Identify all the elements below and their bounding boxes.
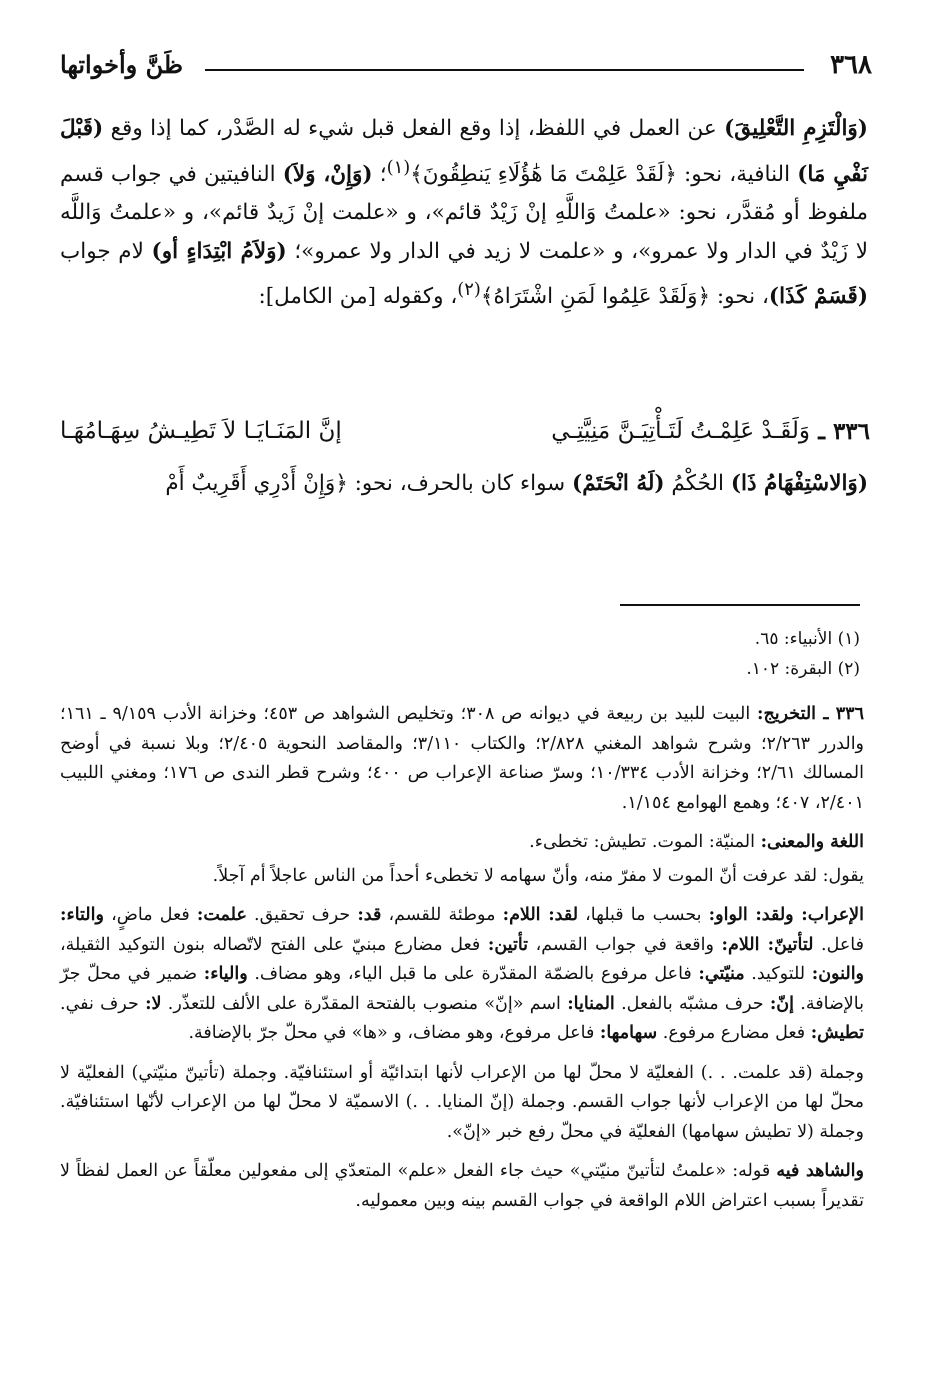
poetry-verse <box>60 418 870 462</box>
footnote-1: (١) الأنبياء: ٦٥. <box>754 629 860 649</box>
takhrij-section: ٣٣٦ ـ التخريج: البيت للبيد بن ربيعة في ديوانه ص ٣٠٨؛ وتخليص الشواهد ص ٤٥٣؛ وخزانة الأدب ٩/١٥٩ ـ ١٦١؛ والدرر ٢/٢٦٣؛ وشرح شواهد المغني ٢/٨٢٨؛ والكتاب ٣/١١٠؛ والمقاصد النحوية ٢/٤٠٥؛ وبلا نسبة في أوضح المسالك ٢/٦١؛ وخزانة الأدب ١٠/٣٣٤؛ وسرّ صناعة الإعراب ص ٤٠٠؛ وشرح قطر الندى ص ١٧٦؛ ومغني اللبيب ٢/٤٠١، ٤٠٧؛ وهمع الهوامع ١/١٥٤. <box>60 704 865 813</box>
jumal-section: وجملة (قد علمت. . .) الفعليّة لا محلّ لها من الإعراب لأنها ابتدائيّة أو استئنافيّة. وجملة (تأتينّ منيّتي) الفعليّة لا محلّ لها من الإعراب لأنها جواب القسم. وجملة (إنّ المنايا. . .) الاسميّة لا محلّ لها من الإعراب لأنّها استئنافيّة. وجملة (لا تطيش سهامها) الفعليّة في محلّ رفع خبر «إنّ». <box>60 1062 864 1142</box>
page-header <box>60 50 872 90</box>
commentary <box>60 700 864 1226</box>
verse-second-hemistich: إنَّ المَنَـايَـا لاَ تَطِيـشُ سِهَـامُهَـا <box>60 418 342 444</box>
footnote-2: (٢) البقرة: ١٠٢. <box>746 659 860 679</box>
main-text <box>60 110 868 317</box>
main-text-continued: (وَالاسْتِفْهَامُ ذَا) الحُكْمُ (لَهُ انْحَتَمْ) سواء كان بالحرف، نحو: ﴿وَإِنْ أَدْرِي أَقَرِيبٌ أَمْ <box>165 471 868 496</box>
running-title: ظَنَّ وأخواتها <box>60 50 183 79</box>
verse-number: ٣٣٦ ـ <box>818 418 870 445</box>
meaning-section: يقول: لقد عرفت أنّ الموت لا مفرّ منه، وأنّ سهامه لا تخطىء أحداً من الناس عاجلاً أم آجلاً. <box>212 865 864 886</box>
verse-first-hemistich: وَلَقَـدْ عَلِمْـتُ لَتَـأْتِيَـنَّ مَنِيَّتِـي <box>551 418 810 444</box>
footnote-separator <box>620 604 860 606</box>
shahid-section: والشاهد فيه قوله: «علمتُ لتأتينّ منيّتي» حيث جاء الفعل «علم» المتعدّي إلى مفعولين معلّقاً عن العمل لفظاً لا تقديراً بسبب اعتراض اللام الواقعة في جواب القسم بينه وبين معموليه. <box>60 1161 864 1211</box>
main-paragraph: (وَالْتَزِمِ التَّعْلِيقَ) عن العمل في اللفظ، إذا وقع الفعل قبل شيء له الصَّدْر، كما إذا وقع (قَبْلَ نَفْيِ مَا) النافية، نحو: ﴿لَقَدْ عَلِمْتَ مَا هَٰؤُلَاءِ يَنطِقُونَ﴾$^{(١)}$؛ (وَإِنْ، وَلاَ) النافيتين في جواب قسم ملفوظ أو مُقدَّر، نحو: «علمتُ وَاللَّهِ إنْ زَيْدٌ قائم»، و «علمت إنْ زَيدٌ قائم»، و «علمتُ وَاللَّه لا زَيْدٌ في الدار ولا عمرو»، و «علمت لا زيد في الدار ولا عمرو»؛ (وَلاَمُ ابْتِدَاءٍ أو) لام جواب (قَسَمْ كَذَا)، نحو: ﴿وَلَقَدْ عَلِمُوا لَمَنِ اشْتَرَاهُ﴾$^{(٢)}$، وكقوله [من الكامل]: <box>60 116 868 310</box>
header-rule <box>205 69 804 71</box>
footnotes <box>60 624 860 684</box>
lugha-section: اللغة والمعنى: المنيّة: الموت. تطيش: تخطىء. <box>529 832 864 852</box>
irab-section: الإعراب: ولقد: الواو: بحسب ما قبلها، لقد: اللام: موطئة للقسم، قد: حرف تحقيق. علمت: فعل ماضٍ، والتاء: فاعل. لتأتينّ: اللام: واقعة في جواب القسم، تأتين: فعل مضارع مبنيّ على الفتح لاتّصاله بنون التوكيد الثقيلة، والنون: للتوكيد. منيّتي: فاعل مرفوع بالضمّة المقدّرة على ما قبل الياء، وهو مضاف. والياء: ضمير في محلّ جرّ بالإضافة. إنّ: حرف مشبّه بالفعل. المنايا: اسم «إنّ» منصوب بالفتحة المقدّرة على الألف للتعذّر. لا: حرف نفي. تطيش: فعل مضارع مرفوع. سهامها: فاعل مرفوع، وهو مضاف، و «ها» في محلّ جرّ بالإضافة. <box>60 905 865 1043</box>
page-number: ٣٦٨ <box>830 50 872 80</box>
